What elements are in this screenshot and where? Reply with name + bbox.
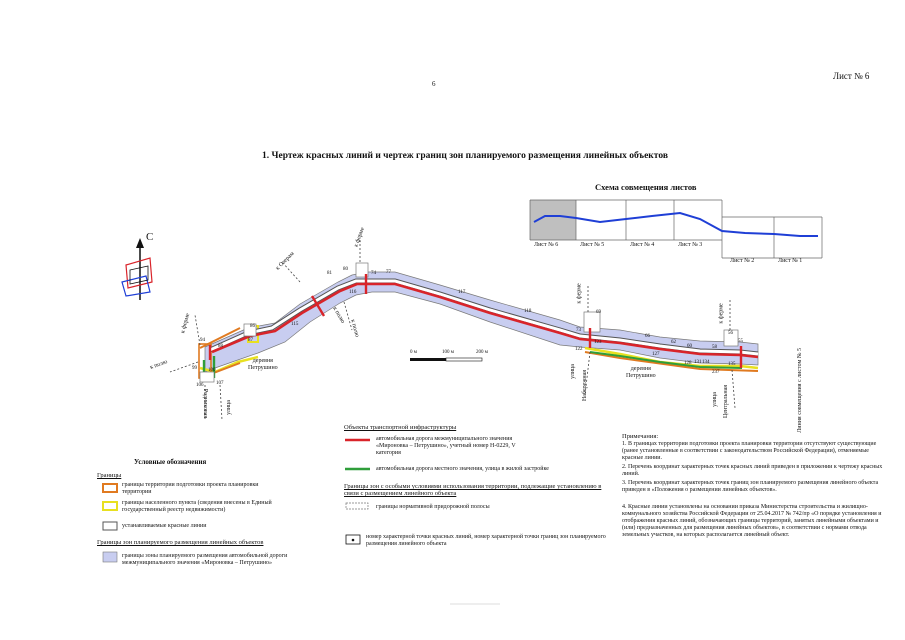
point-label: 118 [524,309,532,314]
point-label: 81 [327,271,332,276]
key-sheet-3: Лист № 3 [678,242,703,248]
sheet-label: Лист № 6 [833,71,870,81]
special-zones-title: Границы зон с особыми условиями использования территории, подлежащие установлению в связи с размещением линейного объекта [344,483,602,497]
legend-boundaries-title: Границы [97,472,122,479]
point-label: 135 [728,362,736,367]
legend-title: Условные обозначения [134,458,207,466]
legend-item-settlement: границы населенного пункта (сведения внесены в Единый государственный реестр недвижимости) [122,500,272,513]
point-label: 80 [343,267,348,272]
key-sheet-1: Лист № 1 [778,258,803,264]
label-ulitsa-left: улица [225,400,232,415]
point-label: 66 [645,334,650,339]
legend-zone-item: границы зоны планируемого размещения автомобильной дороги межмуниципального значения «Мироновка – Петрушино» [122,553,288,566]
key-sheet-2: Лист № 2 [730,258,755,264]
label-k-ozeram: к Озерам [274,250,296,272]
point-label: 74 [371,271,376,276]
transport-item-local-road: автомобильная дорога местного значения, улица в жилой застройке [376,466,549,472]
point-label: 134 [702,360,710,365]
label-village-left: деревня Петрушино [248,358,278,371]
point-label: 117 [458,290,466,295]
label-k-polyu-top: к полю [331,305,346,325]
point-label: 106 [196,383,204,388]
scale-label-100: 100 м [442,350,454,355]
label-k-polyu-mid: к полю [349,318,360,338]
label-sheet-join: Линия совмещения с листом № 5 [796,348,803,433]
legend-item-project: границы территории подготовки проекта планировки территории [122,482,259,495]
key-sheet-6: Лист № 6 [534,242,559,248]
label-k-ferme-right2: к ферме [718,303,725,324]
point-label: 123 [594,340,602,345]
point-label: 237 [712,370,720,375]
transport-title: Объекты транспортной инфраструктуры [344,424,457,431]
key-scheme-title: Схема совмещения листов [595,182,697,192]
point-label: 115 [291,322,299,327]
label-naberezhnaya-b: Набережная [582,369,589,402]
points-legend: номер характерной точки красных линий, номер характерной точки границ зон планируемого размещения линейного объекта [366,534,606,547]
point-label: 100 [208,368,216,373]
label-village-right: деревня Петрушино [626,366,656,379]
legend-zones-title: Границы зон планируемого размещения линейных объектов [97,539,264,546]
point-label: 73 [576,328,581,333]
note-1: 1. В границах территории подготовки проекта планировки территории отсутствуют существующие (ранее установленные в соответствии с законодательством Российской Федерации), отменяемые красные линии. [622,441,877,461]
label-k-ferme-right1: к ферме [576,283,583,304]
note-3: 3. Перечень координат характерных точек границ зон планируемого размещения линейного объекта приведен в «Положения о размещении линейных объектов». [622,480,879,493]
point-label: 69 [596,310,601,315]
label-centralnaya-b: Центральная [722,385,729,418]
point-label: 88 [218,344,223,349]
label-rodnikovaya: Родниковая [202,388,209,419]
north-label: С [146,231,154,243]
main-title: 1. Чертеж красных линий и чертеж границ зон планируемого размещения линейных объектов [262,151,668,161]
label-naberezhnaya-a: улица [569,364,576,379]
legend-item-red-lines: устанавливаемые красные линии [122,523,207,529]
scale-label-200: 200 м [476,350,488,355]
point-label: 131 [694,360,702,365]
transport-item-main-road: автомобильная дорога межмуниципального значения «Мироновка – Петрушино», учетный номер Н-0229, V категория [376,436,516,456]
point-label: 55 [738,339,743,344]
key-scheme-route [534,213,818,236]
point-label: 99 [192,366,197,371]
point-label: 94 [200,338,205,343]
label-k-ferme-top: к ферме [353,226,367,248]
point-label: 116 [349,290,357,295]
point-label: 128 [684,361,692,366]
label-k-ferme-left: к ферме [180,312,192,334]
point-label: 107 [216,381,224,386]
page-number: 6 [432,80,436,88]
point-label: 77 [386,270,391,275]
scale-label-0: 0 м [410,350,417,355]
key-sheet-4: Лист № 4 [630,242,655,248]
key-sheet-5: Лист № 5 [580,242,605,248]
point-label: 122 [575,347,583,352]
scale-bar [410,358,482,361]
point-label: 86 [250,324,255,329]
point-label: 127 [652,352,660,357]
point-label: 87 [248,338,253,343]
compass [122,238,152,300]
point-label: 56 [728,331,733,336]
notes-title: Примечания: [622,433,659,440]
note-2: 2. Перечень координат характерных точек красных линий приведен в приложении к чертежу красных линий. [622,464,883,477]
point-label: 58 [712,345,717,350]
point-label: 62 [671,340,676,345]
point-label: 60 [687,344,692,349]
note-4: 4. Красные линии установлены на основании приказа Министерства строительства и жилищно-коммунального хозяйства Российской Федерации от 25.04.2017 № 742/пр «О порядке установления и отображения красных линий, обозначающих границы территорий, занятых линейными объектами и (или) предназначенных для размещения линейных объектов», в соответствии с нормами отвода земельных участков, на которых располагается линейный объект. [622,504,882,538]
key-scheme [530,200,822,258]
special-zone-roadside: границы нормативной придорожной полосы [376,504,490,510]
label-k-polyu-left: к полю [149,359,169,371]
label-centralnaya-a: улица [711,392,718,407]
